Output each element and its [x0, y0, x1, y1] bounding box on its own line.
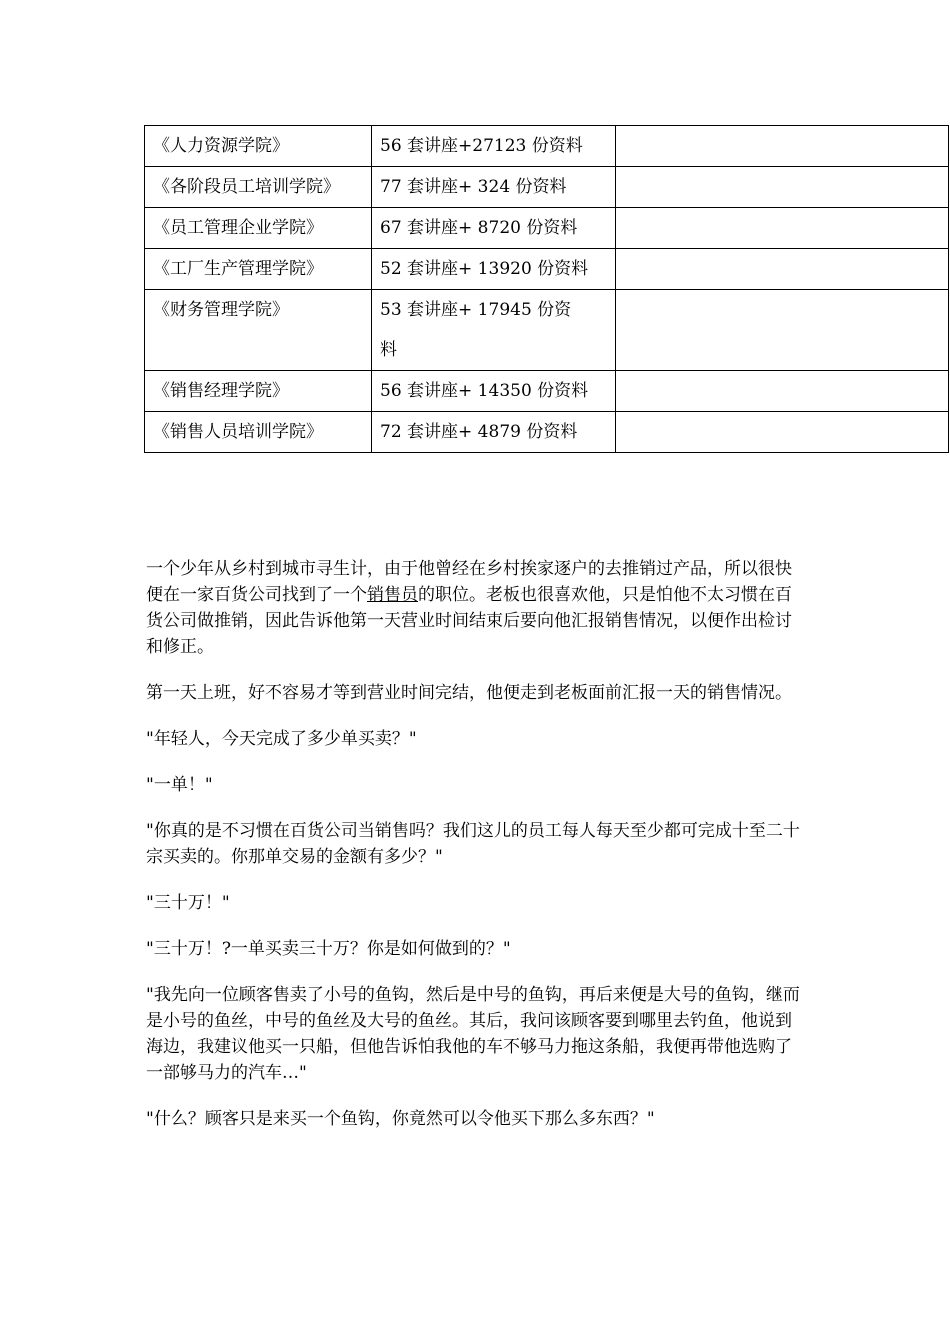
course-count: 67 套讲座+ 8720 份资料: [372, 208, 616, 249]
course-empty-cell: [616, 249, 949, 290]
story-text: 的职位。老板也很喜欢他，只是怕他不太习惯在百货公司做推销，因此告诉他第一天营业时间结束后要向他汇报销售情况，以便作出检讨和修正。: [146, 585, 792, 657]
course-empty-cell: [616, 412, 949, 453]
table-row: [145, 371, 949, 412]
course-count: 52 套讲座+ 13920 份资料: [372, 249, 616, 290]
story-body: [146, 556, 806, 1152]
course-empty-cell: [616, 167, 949, 208]
course-name: 《销售人员培训学院》: [145, 412, 372, 453]
story-text: 一个少年从乡村到城市寻生计，由于他曾经在乡村挨家逐户的去推销过产品，所以很快便在一家百货公司找到了一个: [146, 559, 792, 605]
table-row: [145, 249, 949, 290]
course-count: 77 套讲座+ 324 份资料: [372, 167, 616, 208]
course-empty-cell: [616, 371, 949, 412]
course-empty-cell: [616, 290, 949, 371]
story-dialogue: "三十万！?一单买卖三十万？你是如何做到的？": [146, 939, 511, 959]
course-name: 《工厂生产管理学院》: [145, 249, 372, 290]
course-count: 72 套讲座+ 4879 份资料: [372, 412, 616, 453]
story-paragraph: [146, 556, 806, 660]
story-dialogue: "我先向一位顾客售卖了小号的鱼钩，然后是中号的鱼钩，再后来便是大号的鱼钩，继而是小号的鱼丝，中号的鱼丝及大号的鱼丝。其后，我问该顾客要到哪里去钓鱼，他说到海边，我建议他买一只船，但他告诉怕我他的车不够马力拖这条船，我便再带他选购了一部够马力的汽车…": [146, 985, 800, 1083]
course-name: 《人力资源学院》: [145, 126, 372, 167]
course-name: 《财务管理学院》: [145, 290, 372, 371]
course-empty-cell: [616, 208, 949, 249]
story-dialogue: "三十万！": [146, 893, 230, 913]
course-empty-cell: [616, 126, 949, 167]
story-paragraph: 第一天上班，好不容易才等到营业时间完结，他便走到老板面前汇报一天的销售情况。: [146, 683, 792, 703]
story-dialogue: "年轻人，今天完成了多少单买卖？": [146, 729, 417, 749]
course-count: 56 套讲座+ 14350 份资料: [372, 371, 616, 412]
salesperson-link[interactable]: 销售员: [367, 585, 418, 605]
course-name: 《销售经理学院》: [145, 371, 372, 412]
table-row: [145, 167, 949, 208]
table-row: [145, 126, 949, 167]
course-name-text: 《各阶段员工培训学院》: [153, 177, 340, 197]
course-count: 56 套讲座+27123 份资料: [372, 126, 616, 167]
story-dialogue: "一单！": [146, 775, 213, 795]
table-row: [145, 290, 949, 371]
table-row: [145, 412, 949, 453]
course-count-text: 53 套讲座+ 17945 份资料: [380, 300, 572, 360]
story-dialogue: "你真的是不习惯在百货公司当销售吗？我们这儿的员工每人每天至少都可完成十至二十宗买卖的。你那单交易的金额有多少？": [146, 821, 800, 867]
course-name: 《员工管理企业学院》: [145, 208, 372, 249]
table-row: [145, 208, 949, 249]
course-name: [145, 167, 372, 208]
course-table: [144, 125, 949, 453]
course-count: [372, 290, 616, 371]
story-dialogue: "什么？顾客只是来买一个鱼钩，你竟然可以令他买下那么多东西？": [146, 1109, 655, 1129]
